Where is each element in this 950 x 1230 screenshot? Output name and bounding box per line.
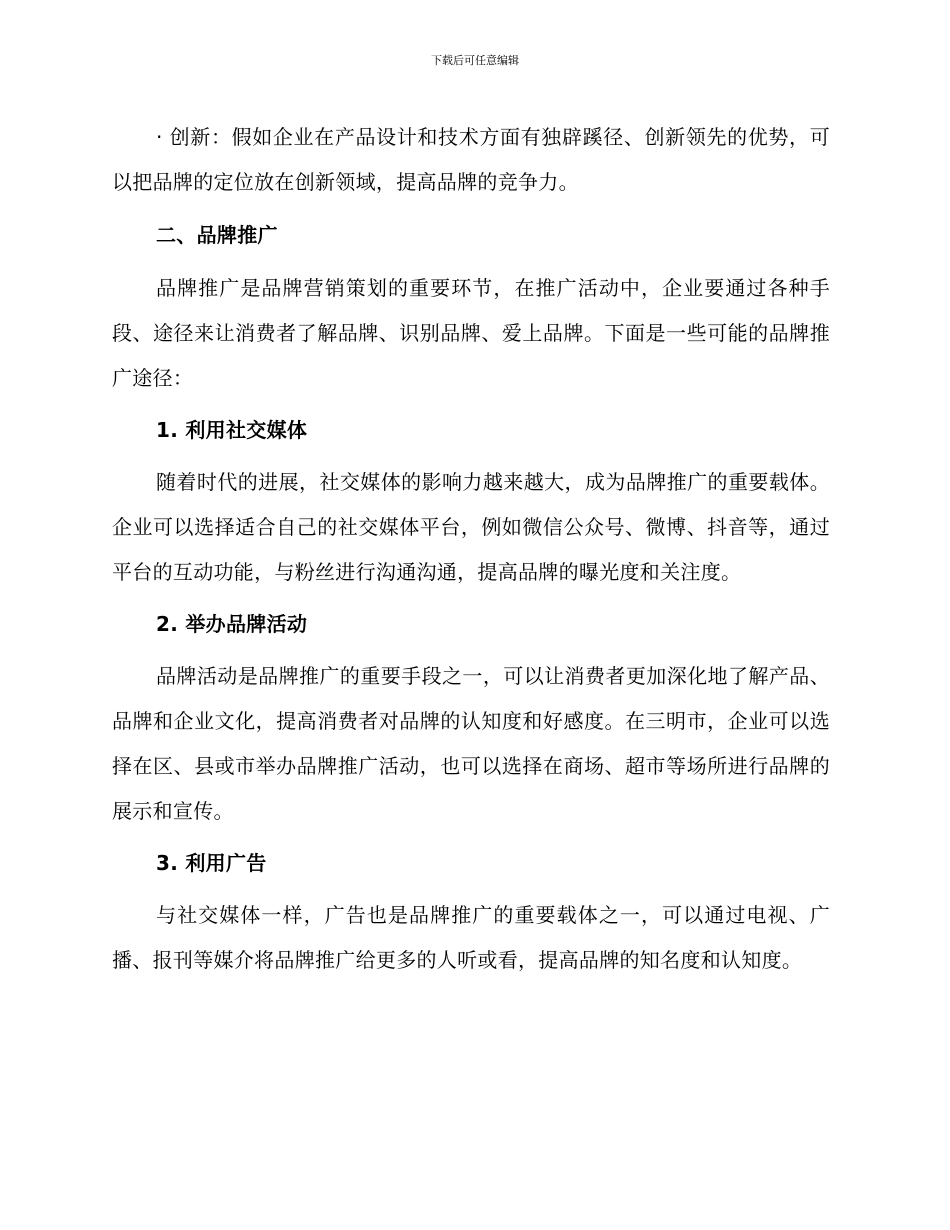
section-heading: 二、品牌推广 [156,223,278,247]
item-heading-advertising: 3. 利用广告 [156,851,267,875]
item-heading-brand-events: 2. 举办品牌活动 [156,612,308,636]
item-body-advertising: 与社交媒体一样，广告也是品牌推广的重要载体之一，可以通过电视、广播、报刊等媒介将品牌推广给更多的人听或看，提高品牌的知名度和认知度。 [112,903,830,972]
item-body-social-media: 随着时代的进展，社交媒体的影响力越来越大，成为品牌推广的重要载体。企业可以选择适合自己的社交媒体平台，例如微信公众号、微博、抖音等，通过平台的互动功能，与粉丝进行沟通沟通，提高品牌的曝光度和关注度。 [112,470,830,584]
document-body [112,115,830,983]
page-header: 下载后可任意编辑 [431,54,519,67]
item-body-brand-events: 品牌活动是品牌推广的重要手段之一，可以让消费者更加深化地了解产品、品牌和企业文化，提高消费者对品牌的认知度和好感度。在三明市，企业可以选择在区、县或市举办品牌推广活动，也可以选择在商场、超市等场所进行品牌的展示和宣传。 [112,664,830,823]
intro-paragraph: 品牌推广是品牌营销策划的重要环节，在推广活动中，企业要通过各种手段、途径来让消费者了解品牌、识别品牌、爱上品牌。下面是一些可能的品牌推广途径： [112,276,830,390]
item-heading-social-media: 1. 利用社交媒体 [156,418,308,442]
innovation-paragraph: · 创新：假如企业在产品设计和技术方面有独辟蹊径、创新领先的优势，可以把品牌的定位放在创新领域，提高品牌的竞争力。 [112,125,830,194]
